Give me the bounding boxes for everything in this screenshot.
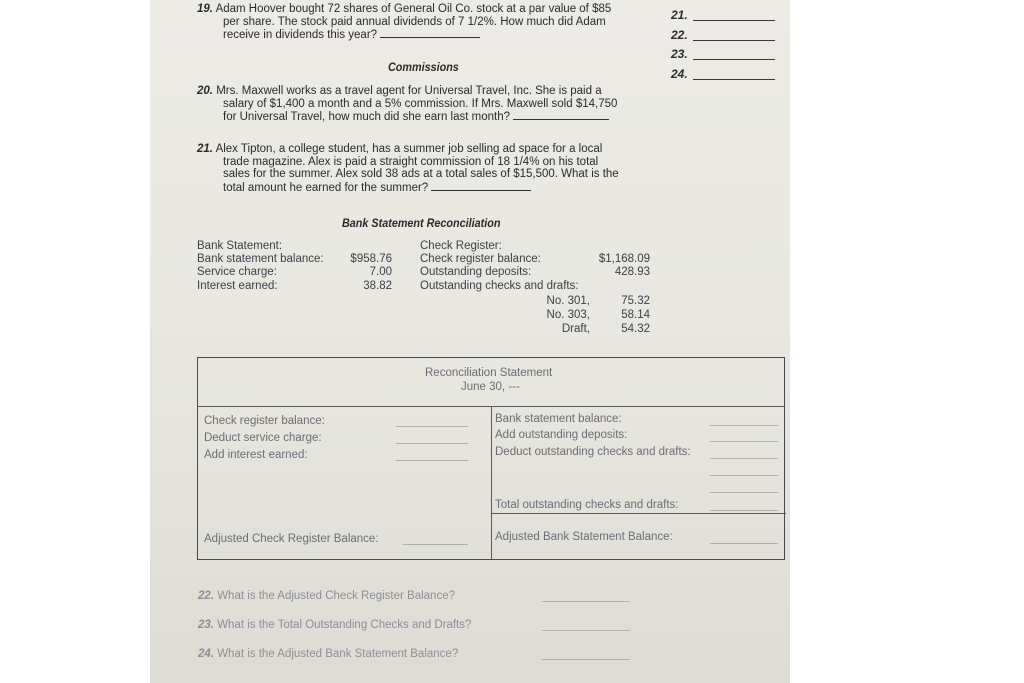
right-total-label: Adjusted Bank Statement Balance:: [495, 531, 673, 543]
check-register-value: $1,168.09: [598, 253, 650, 265]
entry-line[interactable]: [710, 425, 778, 426]
problem-number: 20.: [197, 85, 213, 97]
reconciliation-date: June 30, ---: [461, 381, 520, 393]
left-row-label: Deduct service charge:: [204, 432, 322, 444]
bank-statement-label: Service charge:: [197, 266, 277, 278]
left-row-label: Add interest earned:: [204, 449, 308, 461]
right-subtotal-label: Total outstanding checks and drafts:: [495, 499, 679, 511]
reconciliation-statement-box: [197, 357, 785, 560]
entry-line[interactable]: [710, 458, 778, 459]
bank-reconciliation-heading: Bank Statement Reconciliation: [342, 216, 501, 230]
bank-statement-value: 7.00: [369, 266, 392, 278]
problem-20: [197, 85, 617, 124]
entry-line[interactable]: [710, 510, 778, 511]
problem-21: [197, 143, 619, 194]
question-answer-line[interactable]: [542, 659, 630, 660]
problem-text-line: receive in dividends this year?: [223, 29, 378, 41]
entry-line[interactable]: [710, 492, 778, 493]
entry-line[interactable]: [396, 460, 468, 461]
problem-19: [197, 3, 611, 42]
worksheet-page: [150, 0, 790, 683]
bank-statement-title: Bank Statement:: [197, 240, 283, 252]
answer-blank[interactable]: [513, 110, 609, 120]
problem-number: 21.: [197, 143, 213, 155]
check-item-value: 54.32: [621, 323, 650, 335]
bank-statement-value: 38.82: [363, 280, 392, 292]
entry-line[interactable]: [403, 544, 468, 545]
bank-statement-label: Interest earned:: [197, 280, 278, 292]
right-row-label: Add outstanding deposits:: [495, 429, 628, 441]
answer-label-24: 24.: [671, 67, 688, 81]
problem-text-line: Mrs. Maxwell works as a travel agent for Universal Travel, Inc. She is paid a: [216, 85, 602, 97]
divider: [491, 513, 786, 514]
answer-line-22[interactable]: [693, 40, 775, 41]
question-text: What is the Adjusted Bank Statement Balance?: [217, 648, 459, 660]
answer-blank[interactable]: [380, 28, 480, 38]
answer-line-23[interactable]: [693, 59, 775, 60]
bank-statement-label: Bank statement balance:: [197, 253, 324, 265]
entry-line[interactable]: [710, 475, 778, 476]
problem-text-line: trade magazine. Alex is paid a straight commission of 18 1/4% on his total: [223, 155, 599, 168]
check-register-title: Check Register:: [420, 240, 502, 252]
answer-label-21: 21.: [671, 8, 688, 22]
question-text: What is the Total Outstanding Checks and Drafts?: [217, 619, 472, 631]
question-22: [198, 590, 455, 603]
question-answer-line[interactable]: [542, 630, 630, 631]
problem-text-line: Adam Hoover bought 72 shares of General Oil Co. stock at a par value of $85: [215, 3, 612, 15]
problem-text-line: salary of $1,400 a month and a 5% commission. If Mrs. Maxwell sold $14,750: [223, 97, 618, 110]
problem-text-line: total amount he earned for the summer?: [223, 181, 429, 194]
problem-number: 19.: [197, 3, 213, 15]
check-item-label: No. 301,: [546, 295, 590, 307]
question-number: 24.: [198, 648, 214, 660]
commissions-heading: Commissions: [388, 60, 459, 74]
outstanding-checks-label: Outstanding checks and drafts:: [420, 280, 579, 292]
outstanding-deposits-label: Outstanding deposits:: [420, 266, 532, 278]
answer-label-22: 22.: [671, 28, 688, 42]
check-item-label: Draft,: [561, 323, 590, 335]
left-total-label: Adjusted Check Register Balance:: [204, 533, 379, 545]
reconciliation-title: Reconciliation Statement: [425, 367, 553, 379]
check-item-value: 75.32: [621, 295, 650, 307]
check-item-value: 58.14: [621, 309, 650, 321]
bank-statement-value: $958.76: [350, 253, 392, 265]
check-item-label: No. 303,: [546, 309, 590, 321]
problem-text-line: for Universal Travel, how much did she earn last month?: [223, 111, 510, 123]
question-number: 22.: [198, 590, 214, 602]
question-23: [198, 619, 471, 632]
entry-line[interactable]: [710, 543, 778, 544]
problem-text-line: Alex Tipton, a college student, has a summer job selling ad space for a local: [215, 143, 603, 155]
problem-text-line: per share. The stock paid annual dividends of 7 1/2%. How much did Adam: [223, 15, 606, 28]
entry-line[interactable]: [396, 443, 468, 444]
answer-line-24[interactable]: [693, 79, 775, 80]
entry-line[interactable]: [396, 426, 468, 427]
answer-blank[interactable]: [431, 181, 531, 191]
left-row-label: Check register balance:: [204, 415, 325, 427]
question-text: What is the Adjusted Check Register Balance?: [217, 590, 455, 602]
right-row-label: Deduct outstanding checks and drafts:: [495, 446, 691, 458]
check-register-label: Check register balance:: [420, 253, 541, 265]
answer-line-21[interactable]: [693, 20, 775, 21]
right-row-label: Bank statement balance:: [495, 413, 622, 425]
question-number: 23.: [198, 619, 214, 631]
divider: [491, 406, 492, 559]
outstanding-deposits-value: 428.93: [614, 266, 650, 278]
question-24: [198, 648, 458, 661]
question-answer-line[interactable]: [542, 601, 630, 602]
entry-line[interactable]: [710, 441, 778, 442]
answer-label-23: 23.: [671, 47, 688, 61]
problem-text-line: sales for the summer. Alex sold 38 ads at a total sales of $15,500. What is the: [223, 168, 619, 180]
